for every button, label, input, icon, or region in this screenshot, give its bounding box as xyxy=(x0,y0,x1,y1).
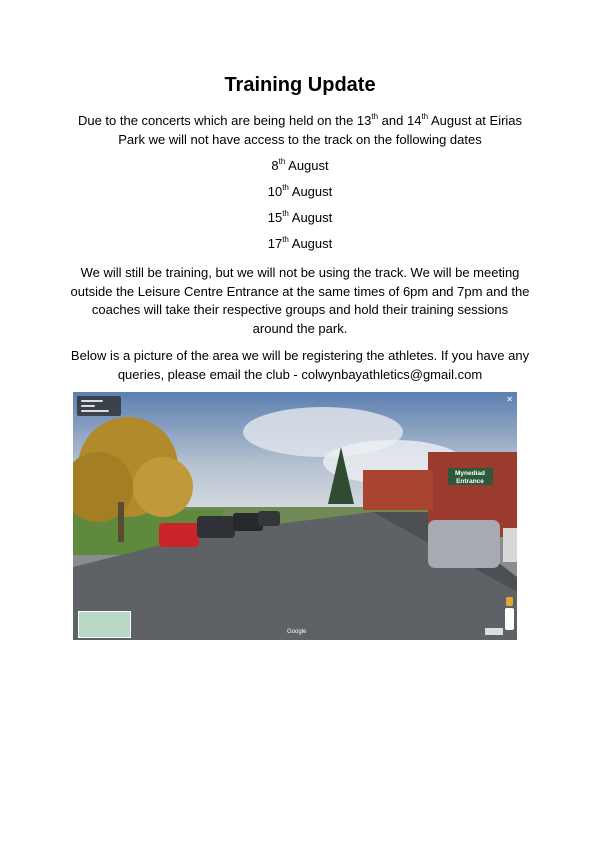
date-item xyxy=(0,236,600,251)
date-month: August xyxy=(288,184,333,199)
date-suffix: th xyxy=(282,234,289,244)
intro-text-c: August at Eirias Park we will not have access to the track on the following dates xyxy=(118,113,523,147)
location-card[interactable] xyxy=(77,396,121,416)
date-month: August xyxy=(285,158,329,173)
sign-line-2: Entrance xyxy=(456,478,484,485)
pegman-icon[interactable] xyxy=(506,597,513,606)
picture-paragraph: Below is a picture of the area we will be registering the athletes. If you have any queries, please email the club - colwynbayathletics@gmail.com xyxy=(70,348,530,382)
sign-line-1: Mynediad xyxy=(455,470,485,477)
dark-car xyxy=(197,516,235,538)
close-icon[interactable]: ✕ xyxy=(506,395,513,404)
page-title: Training Update xyxy=(224,74,376,96)
date-item xyxy=(0,158,600,173)
zoom-control[interactable] xyxy=(505,608,514,630)
intro-sup-1: th xyxy=(371,111,379,121)
date-month: August xyxy=(288,210,333,225)
date-day: 15 xyxy=(267,210,283,225)
red-car xyxy=(159,523,199,547)
silver-car xyxy=(428,520,500,568)
street-view-photo xyxy=(73,392,517,640)
photo-thumbnails[interactable] xyxy=(485,628,503,635)
intro-paragraph xyxy=(70,112,530,149)
google-logo: Google xyxy=(287,629,307,635)
date-item xyxy=(0,184,600,199)
date-day: 10 xyxy=(267,184,283,199)
intro-sup-2: th xyxy=(421,111,429,121)
intro-text-b: and 14 xyxy=(378,113,422,128)
date-suffix: th xyxy=(278,156,286,166)
training-paragraph: We will still be training, but we will not be using the track. We will be meeting outside the Leisure Centre Entrance at the same times of 6pm and 7pm and the coaches will take their respective groups and hold their training sessions around the park. xyxy=(70,265,530,336)
date-suffix: th xyxy=(282,182,289,192)
date-item xyxy=(0,210,600,225)
date-suffix: th xyxy=(282,208,289,218)
intro-text-a: Due to the concerts which are being held on the 13 xyxy=(77,113,372,128)
date-day: 17 xyxy=(267,236,283,251)
date-day: 8 xyxy=(271,158,279,173)
mini-map[interactable] xyxy=(78,611,131,638)
street-scene xyxy=(73,392,517,640)
date-month: August xyxy=(288,236,333,251)
